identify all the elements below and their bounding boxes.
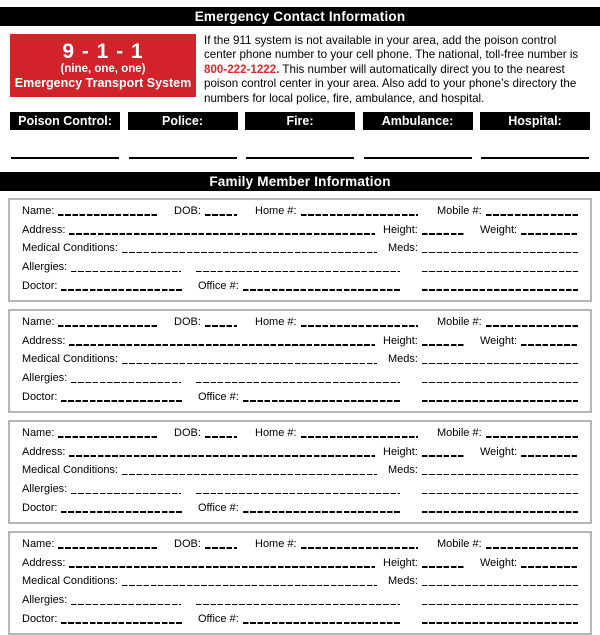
height-label: Height: (383, 223, 418, 236)
meds-fill-line[interactable] (422, 474, 578, 475)
name-fill-line[interactable] (58, 436, 159, 437)
home-phone-label: Home #: (255, 537, 297, 550)
meds-field (388, 575, 578, 588)
allergies-label: Allergies: (22, 594, 68, 607)
weight-field (480, 557, 578, 570)
weight-field (480, 335, 578, 348)
member-row-address (22, 224, 578, 237)
contact-col-ambulance (363, 112, 473, 159)
allergies-label: Allergies: (22, 372, 68, 385)
height-field (383, 335, 465, 348)
meds-continuation-line-1[interactable] (422, 493, 578, 494)
address-field (22, 446, 375, 459)
weight-fill-line[interactable] (521, 566, 578, 567)
member-row-identity (22, 427, 578, 440)
member-row-allergies (22, 372, 578, 385)
meds-fill-line[interactable] (422, 585, 578, 586)
911-number: 9 - 1 - 1 (62, 40, 144, 63)
dob-field (174, 538, 237, 551)
allergies-continuation-line[interactable] (196, 271, 400, 272)
family-member-card (8, 309, 592, 413)
intro-row (10, 34, 590, 106)
medical-conditions-label: Medical Conditions: (22, 575, 118, 588)
weight-fill-line[interactable] (521, 455, 578, 456)
member-row-allergies (22, 483, 578, 496)
address-label: Address: (22, 556, 66, 569)
home-phone-fill-line[interactable] (301, 436, 418, 437)
contact-col-hospital (480, 112, 590, 159)
doctor-field (22, 391, 183, 404)
home-phone-field (255, 205, 418, 218)
allergies-fill-line[interactable] (71, 604, 181, 605)
home-phone-fill-line[interactable] (301, 325, 418, 326)
dob-label: DOB: (174, 204, 201, 217)
poison-control-label: Poison Control: (10, 112, 120, 130)
contact-col-fire (245, 112, 355, 159)
paragraph-text-after: This number will automatically direct you to the nearest poison control center in your area. Also add to your phone’s directory the numbers for local police, fire, ambulance, and hospital. (204, 62, 577, 105)
family-member-title: Family Member Information (209, 173, 391, 189)
member-row-allergies (22, 594, 578, 607)
poison-control-fill-line[interactable] (11, 157, 119, 159)
allergies-field (22, 372, 181, 385)
weight-label: Weight: (480, 556, 518, 569)
height-label: Height: (383, 556, 418, 569)
ambulance-label: Ambulance: (363, 112, 473, 130)
office-phone-field (198, 280, 400, 293)
height-fill-line[interactable] (422, 455, 465, 456)
mobile-phone-field (437, 205, 578, 218)
weight-label: Weight: (480, 334, 518, 347)
weight-fill-line[interactable] (521, 233, 578, 234)
dob-field (174, 316, 237, 329)
doctor-fill-line[interactable] (61, 511, 183, 512)
height-field (383, 446, 465, 459)
office-phone-label: Office #: (198, 390, 239, 403)
office-phone-fill-line[interactable] (243, 289, 400, 290)
mobile-phone-label: Mobile #: (437, 204, 482, 217)
dob-label: DOB: (174, 315, 201, 328)
address-field (22, 557, 375, 570)
home-phone-label: Home #: (255, 426, 297, 439)
meds-label: Meds: (388, 464, 418, 477)
height-fill-line[interactable] (422, 344, 465, 345)
meds-field (388, 353, 578, 366)
allergies-field (22, 594, 181, 607)
member-row-address (22, 557, 578, 570)
home-phone-fill-line[interactable] (301, 214, 418, 215)
911-pronunciation: (nine, one, one) (60, 63, 146, 75)
medical-conditions-field (22, 242, 377, 255)
address-fill-line[interactable] (69, 455, 375, 456)
home-phone-field (255, 427, 418, 440)
doctor-field (22, 613, 183, 626)
doctor-label: Doctor: (22, 390, 58, 403)
family-members-list (0, 198, 600, 635)
meds-label: Meds: (388, 353, 418, 366)
medical-conditions-label: Medical Conditions: (22, 242, 118, 255)
section-header-family-member (0, 172, 600, 191)
member-row-medical (22, 242, 578, 255)
home-phone-label: Home #: (255, 315, 297, 328)
member-row-address (22, 446, 578, 459)
weight-fill-line[interactable] (521, 344, 578, 345)
medical-conditions-field (22, 464, 377, 477)
dob-fill-line[interactable] (205, 325, 237, 326)
member-row-medical (22, 464, 578, 477)
weight-label: Weight: (480, 445, 518, 458)
contact-col-police (128, 112, 238, 159)
allergies-fill-line[interactable] (71, 271, 181, 272)
name-field (22, 427, 159, 440)
meds-continuation-line-1[interactable] (422, 382, 578, 383)
contact-col-poison-control (10, 112, 120, 159)
name-fill-line[interactable] (58, 547, 159, 548)
weight-field (480, 446, 578, 459)
fire-label: Fire: (245, 112, 355, 130)
medical-conditions-label: Medical Conditions: (22, 464, 118, 477)
office-phone-field (198, 391, 400, 404)
medical-conditions-fill-line[interactable] (122, 474, 377, 475)
office-phone-label: Office #: (198, 279, 239, 292)
office-phone-label: Office #: (198, 501, 239, 514)
name-fill-line[interactable] (58, 214, 159, 215)
allergies-label: Allergies: (22, 483, 68, 496)
police-label: Police: (128, 112, 238, 130)
hospital-fill-line[interactable] (481, 157, 589, 159)
doctor-fill-line[interactable] (61, 400, 183, 401)
address-fill-line[interactable] (69, 566, 375, 567)
medical-conditions-fill-line[interactable] (122, 585, 377, 586)
medical-conditions-field (22, 575, 377, 588)
name-fill-line[interactable] (58, 325, 159, 326)
mobile-phone-fill-line[interactable] (486, 325, 578, 326)
name-field (22, 538, 159, 551)
dob-fill-line[interactable] (205, 214, 237, 215)
address-label: Address: (22, 445, 66, 458)
office-phone-fill-line[interactable] (243, 511, 400, 512)
allergies-label: Allergies: (22, 261, 68, 274)
poison-control-phone-number: 800-222-1222. (204, 62, 280, 76)
emergency-contacts-row (10, 112, 590, 159)
member-row-identity (22, 205, 578, 218)
mobile-phone-field (437, 316, 578, 329)
mobile-phone-field (437, 427, 578, 440)
height-field (383, 224, 465, 237)
doctor-label: Doctor: (22, 501, 58, 514)
medical-conditions-field (22, 353, 377, 366)
911-badge (10, 34, 196, 97)
home-phone-fill-line[interactable] (301, 547, 418, 548)
mobile-phone-label: Mobile #: (437, 537, 482, 550)
mobile-phone-field (437, 538, 578, 551)
height-label: Height: (383, 445, 418, 458)
meds-field (388, 242, 578, 255)
meds-continuation-line-2[interactable] (422, 511, 578, 512)
member-row-allergies (22, 261, 578, 274)
name-field (22, 316, 159, 329)
meds-continuation-line-2[interactable] (422, 289, 578, 290)
mobile-phone-label: Mobile #: (437, 426, 482, 439)
mobile-phone-fill-line[interactable] (486, 436, 578, 437)
member-row-medical (22, 575, 578, 588)
poison-control-paragraph (204, 34, 590, 106)
paragraph-text-before: If the 911 system is not available in your area, add the poison control center phone number to your cell phone. The national, toll-free number is (204, 34, 579, 62)
address-field (22, 335, 375, 348)
office-phone-label: Office #: (198, 612, 239, 625)
home-phone-field (255, 538, 418, 551)
doctor-label: Doctor: (22, 279, 58, 292)
family-member-card (8, 198, 592, 302)
meds-field (388, 464, 578, 477)
allergies-continuation-line[interactable] (196, 493, 400, 494)
section-header-emergency-contact (0, 7, 600, 26)
meds-continuation-line-2[interactable] (422, 400, 578, 401)
member-row-doctor (22, 613, 578, 626)
weight-label: Weight: (480, 223, 518, 236)
name-label: Name: (22, 537, 55, 550)
height-label: Height: (383, 334, 418, 347)
name-field (22, 205, 159, 218)
family-member-card (8, 420, 592, 524)
medical-conditions-fill-line[interactable] (122, 363, 377, 364)
home-phone-field (255, 316, 418, 329)
dob-label: DOB: (174, 426, 201, 439)
address-fill-line[interactable] (69, 233, 375, 234)
member-row-identity (22, 316, 578, 329)
mobile-phone-fill-line[interactable] (486, 547, 578, 548)
office-phone-fill-line[interactable] (243, 400, 400, 401)
medical-conditions-fill-line[interactable] (122, 252, 377, 253)
meds-fill-line[interactable] (422, 363, 578, 364)
meds-label: Meds: (388, 575, 418, 588)
medical-conditions-label: Medical Conditions: (22, 353, 118, 366)
mobile-phone-label: Mobile #: (437, 315, 482, 328)
member-row-address (22, 335, 578, 348)
allergies-continuation-line[interactable] (196, 604, 400, 605)
meds-continuation-line-1[interactable] (422, 604, 578, 605)
mobile-phone-fill-line[interactable] (486, 214, 578, 215)
911-system-label: Emergency Transport System (14, 76, 192, 90)
doctor-label: Doctor: (22, 612, 58, 625)
dob-field (174, 205, 237, 218)
fire-fill-line[interactable] (246, 157, 354, 159)
doctor-fill-line[interactable] (61, 289, 183, 290)
emergency-contact-title: Emergency Contact Information (194, 9, 406, 24)
meds-fill-line[interactable] (422, 252, 578, 253)
member-row-doctor (22, 391, 578, 404)
address-label: Address: (22, 223, 66, 236)
allergies-fill-line[interactable] (71, 382, 181, 383)
allergies-fill-line[interactable] (71, 493, 181, 494)
doctor-field (22, 280, 183, 293)
height-fill-line[interactable] (422, 566, 465, 567)
allergies-field (22, 483, 181, 496)
member-row-medical (22, 353, 578, 366)
dob-label: DOB: (174, 537, 201, 550)
dob-field (174, 427, 237, 440)
dob-fill-line[interactable] (205, 436, 237, 437)
office-phone-field (198, 502, 400, 515)
member-row-doctor (22, 502, 578, 515)
ambulance-fill-line[interactable] (364, 157, 472, 159)
hospital-label: Hospital: (480, 112, 590, 130)
police-fill-line[interactable] (129, 157, 237, 159)
height-fill-line[interactable] (422, 233, 465, 234)
name-label: Name: (22, 315, 55, 328)
member-row-doctor (22, 280, 578, 293)
meds-continuation-line-1[interactable] (422, 271, 578, 272)
dob-fill-line[interactable] (205, 547, 237, 548)
name-label: Name: (22, 426, 55, 439)
member-row-identity (22, 538, 578, 551)
family-member-card (8, 531, 592, 635)
weight-field (480, 224, 578, 237)
height-field (383, 557, 465, 570)
allergies-continuation-line[interactable] (196, 382, 400, 383)
name-label: Name: (22, 204, 55, 217)
doctor-field (22, 502, 183, 515)
address-field (22, 224, 375, 237)
address-label: Address: (22, 334, 66, 347)
home-phone-label: Home #: (255, 204, 297, 217)
allergies-field (22, 261, 181, 274)
address-fill-line[interactable] (69, 344, 375, 345)
office-phone-field (198, 613, 400, 626)
meds-label: Meds: (388, 242, 418, 255)
